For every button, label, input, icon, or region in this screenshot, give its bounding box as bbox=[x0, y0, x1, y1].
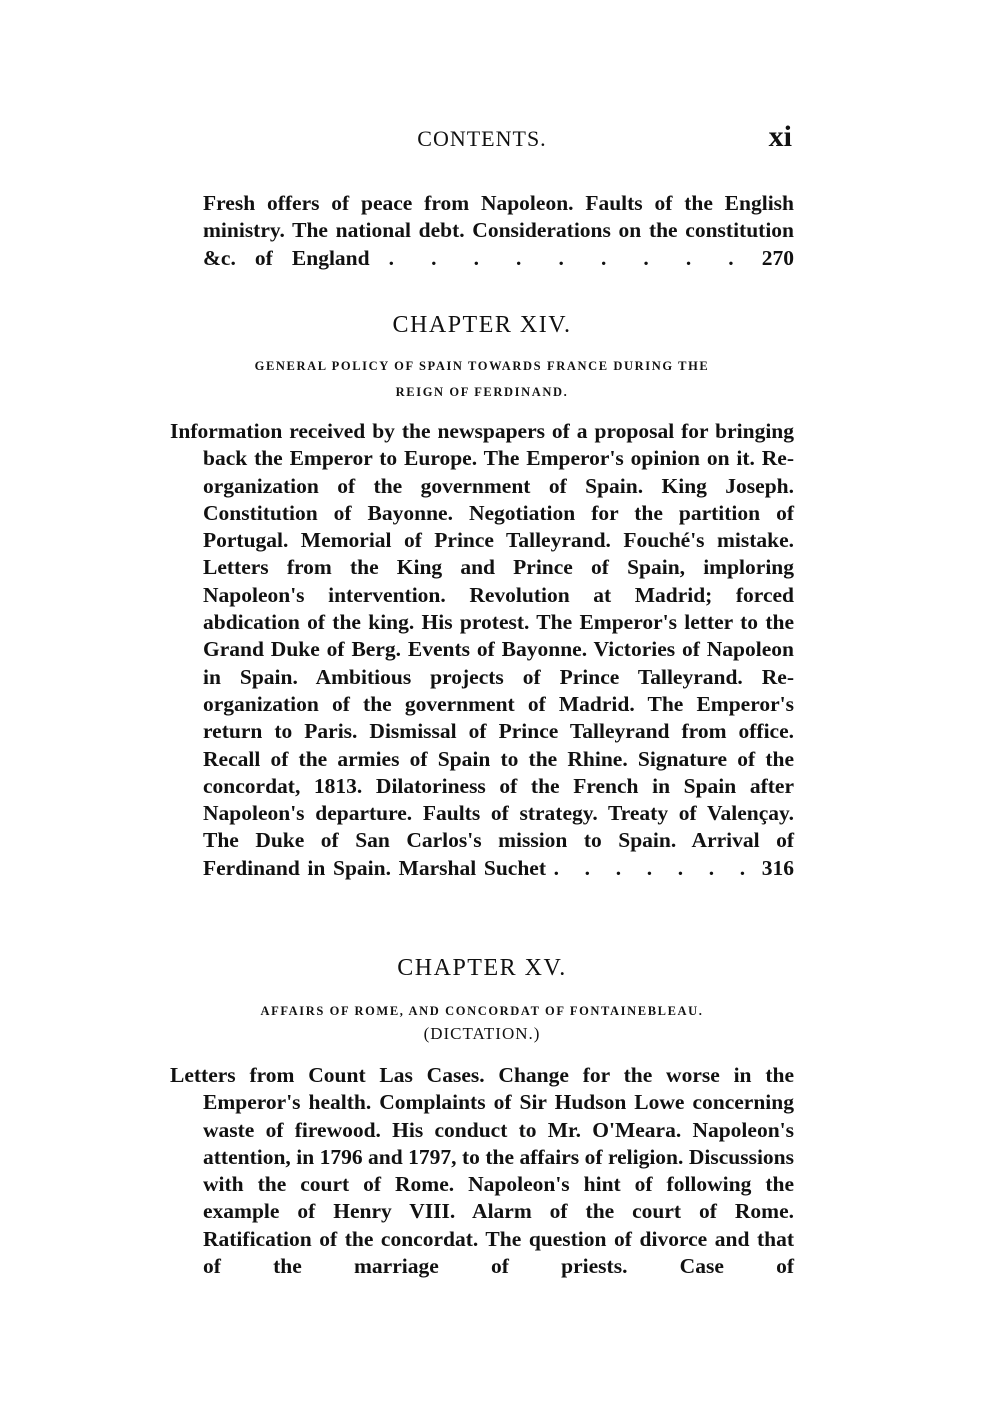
chapter-xv-body: Letters from Count Las Cases. Change for the worse in the Emperor's health. Complaints of Sir Hudson Lowe concerning waste of firewood. His conduct to Mr. O'Meara. Napoleon's attention, in 1796 and 1797, to the affairs of religion. Discussions with the court of Rome. Napoleon's hint of following the example of Henry VIII. Alarm of the court of Rome. Ratification of the concordat. The question of divorce and that of the marriage of priests. Case of bbox=[170, 1063, 794, 1279]
chapter-xv-subtitle: AFFAIRS OF ROME, AND CONCORDAT OF FONTAINEBLEAU. bbox=[260, 1004, 704, 1018]
continuation-text bbox=[170, 190, 794, 272]
continuation-body: Fresh offers of peace from Napoleon. Faults of the English ministry. The national debt. Considerations on the constitution &c. of England bbox=[203, 191, 794, 270]
chapter-xv-heading bbox=[170, 955, 794, 1044]
chapter-xiv-leaders: . . . . . . . bbox=[553, 855, 755, 880]
running-head bbox=[170, 122, 794, 162]
chapter-xv-note: (DICTATION.) bbox=[423, 1024, 541, 1043]
chapter-xv-entry bbox=[170, 1062, 794, 1280]
chapter-xiv-text bbox=[170, 418, 794, 882]
continuation-page: 270 bbox=[761, 245, 794, 270]
chapter-xiv-heading bbox=[170, 312, 794, 405]
chapter-xiv-subtitle-1: GENERAL POLICY OF SPAIN TOWARDS FRANCE DURING THE bbox=[254, 359, 710, 373]
chapter-xv-title: CHAPTER XV. bbox=[397, 955, 567, 981]
chapter-xiv-title: CHAPTER XIV. bbox=[392, 312, 572, 338]
continuation-entry bbox=[170, 190, 794, 272]
running-title: CONTENTS. bbox=[417, 126, 547, 151]
chapter-xiv-body: Information received by the newspapers of a proposal for bringing back the Emperor to Europe. The Emperor's opinion on it. Re-organization of the government of Spain. King Joseph. Constitution of Bayonne. Negotiation for the partition of Portugal. Memorial of Prince Talleyrand. Fouché's mistake. Letters from the King and Prince of Spain, imploring Napoleon's intervention. Revolution at Madrid; forced abdication of the king. His protest. The Emperor's letter to the Grand Duke of Berg. Events of Bayonne. Victories of Napoleon in Spain. Ambitious projects of Prince Talleyrand. Re-organization of the government of Madrid. The Emperor's return to Paris. Dismissal of Prince Talleyrand from office. Recall of the armies of Spain to the Rhine. Signature of the concordat, 1813. Dilatoriness of the French in Spain after Napoleon's departure. Faults of strategy. Treaty of Valençay. The Duke of San Carlos's mission to Spain. Arrival of Ferdinand in Spain. Marshal Suchet bbox=[170, 419, 794, 880]
chapter-xiv-entry bbox=[170, 418, 794, 882]
chapter-xv-text bbox=[170, 1062, 794, 1280]
page-number: xi bbox=[768, 120, 792, 153]
chapter-xiv-page: 316 bbox=[761, 855, 795, 880]
continuation-leaders: . . . . . . . . . bbox=[388, 245, 743, 270]
chapter-xiv-subtitle-2: REIGN OF FERDINAND. bbox=[395, 385, 569, 399]
